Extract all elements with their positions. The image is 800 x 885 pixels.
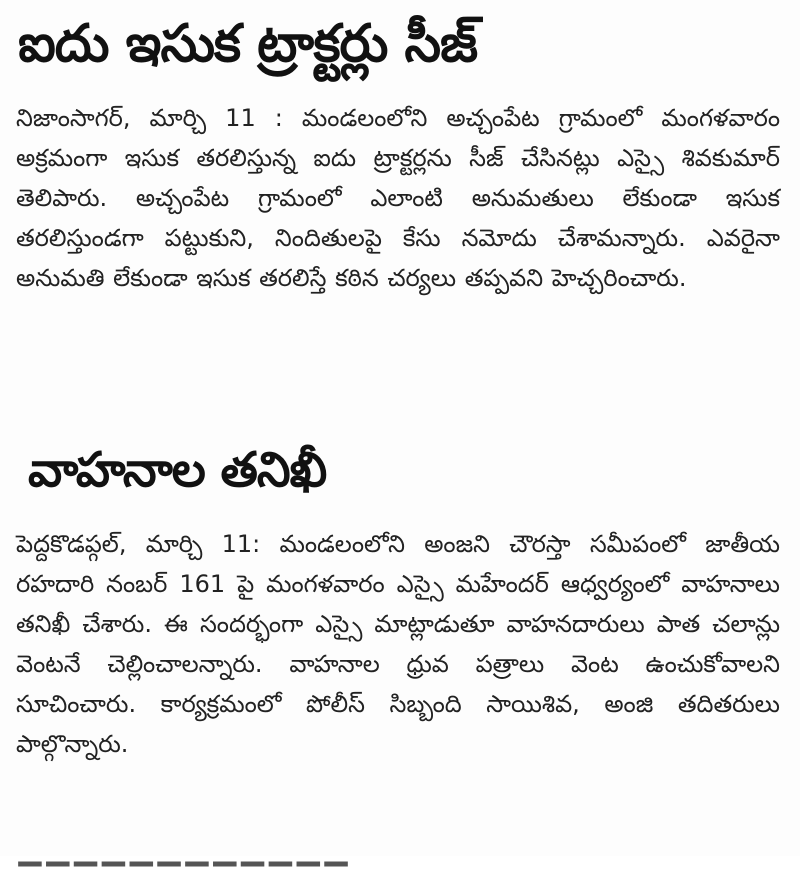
article-headline: ఐదు ఇసుక ట్రాక్టర్లు సీజ్ <box>18 14 477 74</box>
cut-off-next-headline <box>16 839 616 885</box>
article-sand-tractors-seized <box>16 4 780 298</box>
cut-off-text-fragment: ‒‒‒‒‒‒‒‒‒‒‒‒ <box>16 839 350 885</box>
article-vehicle-checks <box>16 430 780 764</box>
article-headline: వాహనాల తనిఖీ <box>28 442 327 498</box>
article-body: పెద్దకొడప్గల్, మార్చి 11: మండలంలోని అంజని చౌరస్తా సమీపంలో జాతీయ రహదారి నంబర్ 161 పై మంగళవారం ఎస్సై మహేందర్ ఆధ్వర్యంలో వాహనాలు తనిఖీ చేశారు. ఈ సందర్భంగా ఎస్సై మాట్లాడుతూ వాహనదారులు పాత చలాన్లు వెంటనే చెల్లించాలన్నారు. వాహనాల ధ్రువ పత్రాలు వెంట ఉంచుకోవాలని సూచించారు. కార్యక్రమంలో పోలీస్ సిబ్బంది సాయిశివ, అంజి తదితరులు పాల్గొన్నారు. <box>16 530 780 758</box>
article-body: నిజాంసాగర్, మార్చి 11 : మండలంలోని అచ్చంపేట గ్రామంలో మంగళవారం అక్రమంగా ఇసుక తరలిస్తున్న ఐదు ట్రాక్టర్లను సీజ్ చేసినట్లు ఎస్సై శివకుమార్ తెలిపారు. అచ్చంపేట గ్రామంలో ఎలాంటి అనుమతులు లేకుండా ఇసుక తరలిస్తుండగా పట్టుకుని, నిందితులపై కేసు నమోదు చేశామన్నారు. ఎవరైనా అనుమతి లేకుండా ఇసుక తరలిస్తే కఠిన చర్యలు తప్పవని హెచ్చరించారు. <box>16 104 780 292</box>
